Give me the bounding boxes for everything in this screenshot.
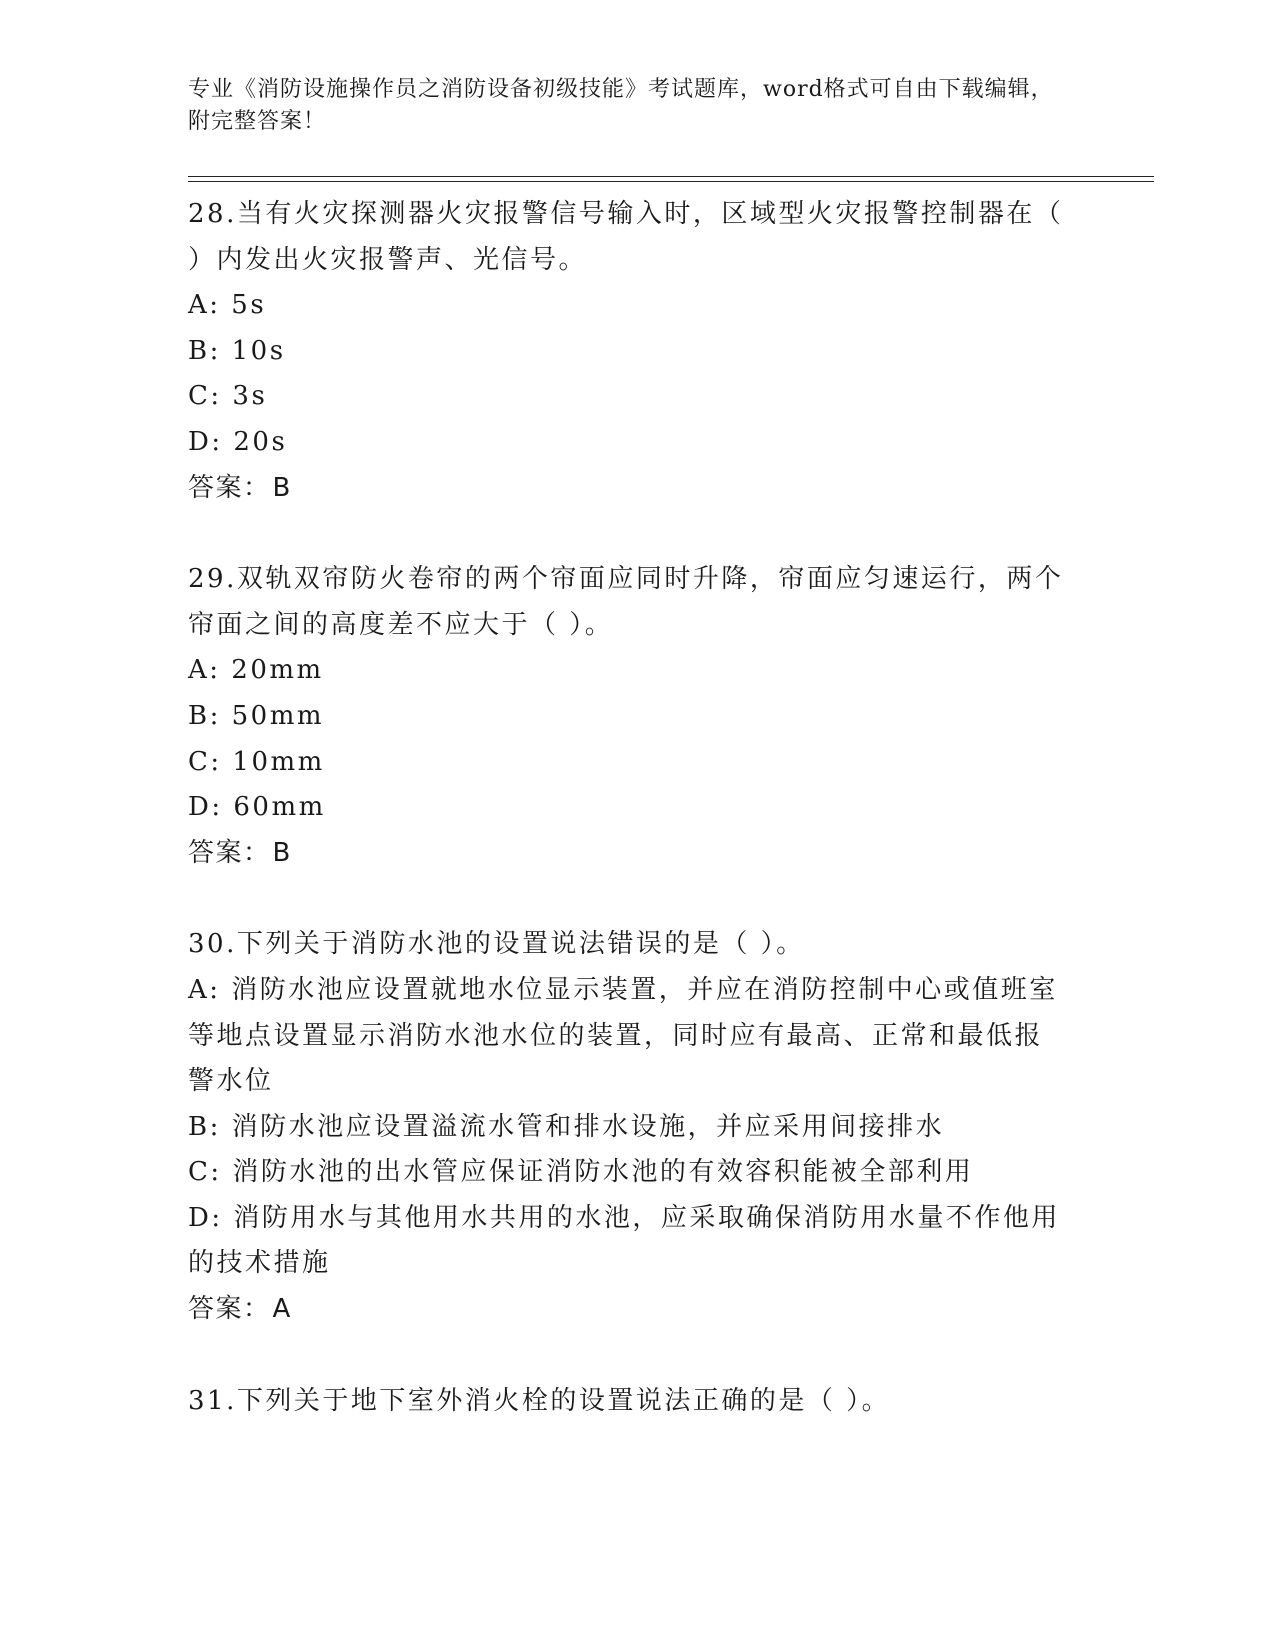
- option-d: D: 消防用水与其他用水共用的水池，应采取确保消防用水量不作他用的技术措施: [188, 1202, 1060, 1279]
- option-a: A: 消防水池应设置就地水位显示装置，并应在消防控制中心或值班室等地点设置显示消防水池水位的装置，同时应有最高、正常和最低报警水位: [188, 974, 1058, 1097]
- option-d: D: 60mm: [188, 792, 326, 823]
- option-c: C: 10mm: [188, 746, 325, 777]
- option-a: A: 5s: [188, 290, 267, 321]
- option-a: A: 20mm: [188, 655, 324, 686]
- question-list: [188, 192, 1068, 1424]
- answer-value: A: [272, 1294, 292, 1325]
- answer-line: [188, 1287, 1068, 1333]
- question-stem: 30.下列关于消防水池的设置说法错误的是（ ）。: [188, 929, 805, 960]
- option-d: D: 20s: [188, 426, 288, 457]
- option-c: C: 3s: [188, 381, 268, 412]
- question-31: [188, 1379, 1068, 1425]
- question-stem: 28.当有火灾探测器火灾报警信号输入时，区域型火灾报警控制器在（ ）内发出火灾报警声、光信号。: [188, 199, 1064, 275]
- question-stem: 29.双轨双帘防火卷帘的两个帘面应同时升降，帘面应匀速运行，两个帘面之间的高度差不应大于（ ）。: [188, 564, 1064, 640]
- question-30: [188, 922, 1068, 1332]
- answer-label: 答案：: [188, 1294, 271, 1325]
- answer-line: [188, 831, 1068, 877]
- option-b: B: 消防水池应设置溢流水管和排水设施，并应采用间接排水: [188, 1111, 945, 1142]
- option-b: B: 10s: [188, 335, 286, 366]
- answer-value: B: [272, 472, 292, 503]
- answer-line: [188, 466, 1068, 512]
- question-stem: 31.下列关于地下室外消火栓的设置说法正确的是（ ）。: [188, 1385, 891, 1416]
- question-29: [188, 557, 1068, 876]
- header-divider: [188, 176, 1154, 177]
- header-divider: [188, 181, 1154, 182]
- answer-label: 答案：: [188, 472, 271, 503]
- document-header: 专业《消防设施操作员之消防设备初级技能》考试题库，word格式可自由下载编辑，附完整答案！: [188, 77, 1054, 134]
- question-28: [188, 192, 1068, 511]
- option-c: C: 消防水池的出水管应保证消防水池的有效容积能被全部利用: [188, 1157, 974, 1188]
- answer-label: 答案：: [188, 837, 271, 868]
- answer-value: B: [272, 837, 292, 868]
- option-b: B: 50mm: [188, 700, 325, 731]
